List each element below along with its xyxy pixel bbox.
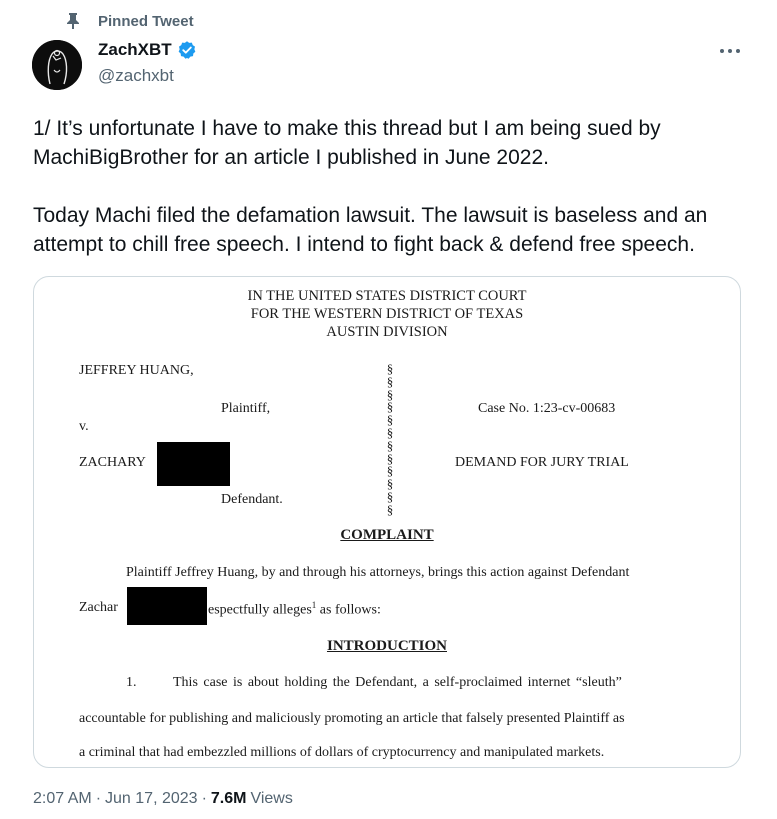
tweet-text — [33, 114, 753, 259]
complaint-line-2-tail: as follows: — [316, 602, 381, 618]
author-name-row[interactable] — [98, 40, 197, 60]
pin-icon — [66, 12, 80, 30]
avatar[interactable] — [32, 40, 82, 90]
paragraph-number: 1. — [126, 675, 137, 690]
author-handle[interactable]: @zachxbt — [98, 66, 174, 85]
tweet-time[interactable]: 2:07 AM — [33, 790, 92, 807]
complaint-line-2-start: Zachar — [79, 600, 118, 615]
plaintiff-name: JEFFREY HUANG, — [79, 363, 194, 378]
avatar-image — [32, 40, 82, 90]
paragraph-1-line-1: This case is about holding the Defendant, a self-proclaimed internet “sleuth” — [173, 675, 622, 690]
court-line-2: FOR THE WESTERN DISTRICT OF TEXAS — [250, 306, 524, 322]
complaint-line-2-text: espectfully alleges — [208, 602, 312, 618]
separator: · — [95, 790, 102, 807]
views-label: Views — [250, 790, 293, 807]
section-marks: § § § § § § § § § § § § — [386, 361, 394, 517]
tweet-metadata — [33, 790, 293, 808]
tweet-date[interactable]: Jun 17, 2023 — [105, 790, 198, 807]
introduction-heading: INTRODUCTION — [326, 638, 447, 654]
paragraph-1-line-3: a criminal that had embezzled millions of dollars of cryptocurrency and manipulated markets. — [79, 745, 605, 760]
court-header — [34, 287, 740, 341]
complaint-line-1: Plaintiff Jeffrey Huang, by and through his attorneys, brings this action against Defendant — [126, 565, 630, 580]
pinned-label: Pinned Tweet — [98, 12, 194, 30]
jury-demand: DEMAND FOR JURY TRIAL — [455, 455, 629, 470]
versus-text: v. — [79, 419, 89, 434]
court-document — [34, 277, 740, 767]
court-line-3: AUSTIN DIVISION — [326, 324, 448, 340]
tweet-paragraph-1: 1/ It’s unfortunate I have to make this thread but I am being sued by MachiBigBrother for an article I published in June 2022. — [33, 117, 661, 169]
paragraph-1-line-2: accountable for publishing and maliciously promoting an article that falsely presented Plaintiff as — [79, 711, 625, 726]
defendant-label: Defendant. — [221, 492, 283, 507]
complaint-line-2-end — [208, 600, 381, 619]
footnote-mark: 1 — [311, 600, 317, 610]
plaintiff-label: Plaintiff, — [221, 401, 271, 416]
court-line-1: IN THE UNITED STATES DISTRICT COURT — [247, 288, 527, 304]
complaint-heading: COMPLAINT — [340, 527, 434, 543]
more-options-icon[interactable] — [718, 41, 742, 61]
verified-badge-icon — [177, 40, 197, 60]
defendant-name: ZACHARY — [79, 455, 146, 470]
views-count[interactable]: 7.6M — [210, 790, 247, 807]
pinned-indicator — [66, 12, 194, 30]
author-display-name[interactable]: ZachXBT — [98, 40, 172, 59]
attached-document-image[interactable] — [33, 276, 741, 768]
case-number: Case No. 1:23-cv-00683 — [478, 401, 616, 416]
redaction-bar — [127, 587, 207, 625]
redaction-bar — [157, 442, 230, 486]
tweet-paragraph-2: Today Machi filed the defamation lawsuit. The lawsuit is baseless and an attempt to chill free speech. I intend to fight back & defend free speech. — [33, 204, 708, 256]
separator: · — [201, 790, 207, 807]
